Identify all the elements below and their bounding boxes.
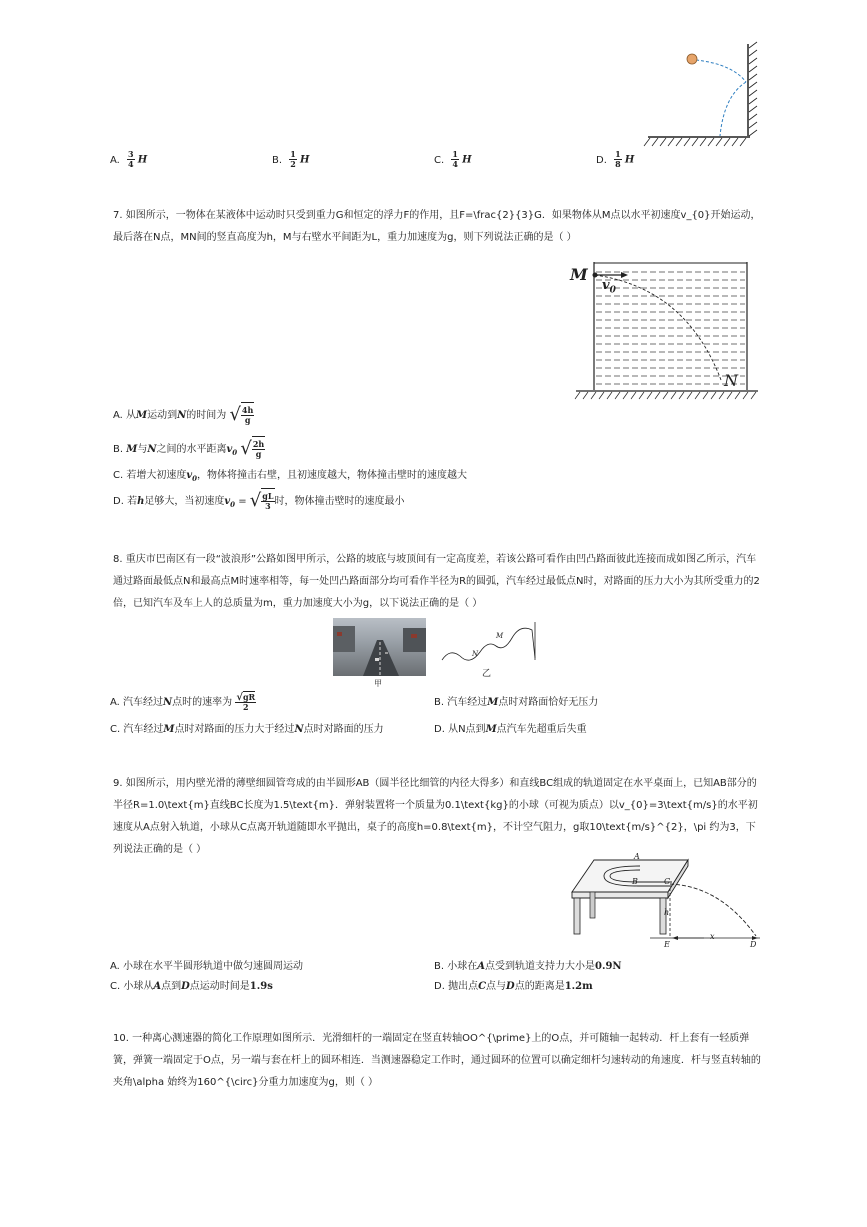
q7-option-b[interactable]: B. M与N之间的水平距离$v_0$ √ $\frac{2h}{g}$ [113, 436, 265, 465]
q7-option-d[interactable]: D. 若h足够大，当初速度$v_0$ = √ $\frac{gL}{3}$ 时，物体撞击壁时的速度最小 [113, 488, 405, 517]
q6-option-c[interactable]: C. $\frac{1}{4}$ H [434, 149, 472, 169]
q8-figure-yi [440, 618, 540, 680]
q6-figure [640, 40, 760, 148]
q8-option-b[interactable]: B. 汽车经过M点时对路面恰好无压力 [434, 697, 599, 708]
q8-option-c[interactable]: C. 汽车经过M点时对路面的压力大于经过N点时对路面的压力 [110, 724, 384, 735]
label-b: B [632, 877, 638, 886]
q9-option-d[interactable]: D. 抛出点C点与D点的距离是1.2m [434, 981, 593, 992]
label-x: x [710, 932, 715, 941]
table-track-diagram [560, 852, 765, 952]
q7-stem: 7. 如图所示，一物体在某液体中运动时只受到重力G和恒定的浮力F的作用，且F=\frac{2}{3}G．如果物体从M点以水平初速度v_{0}开始运动，最后落在N点，MN间的竖直高度为h，M与右壁水平间距为L，重力加速度为g，则下列说法正确的是（ ） [113, 210, 761, 243]
q10-stem: 10. 一种离心测速器的简化工作原理如图所示．光滑细杆的一端固定在竖直转轴OO^{\prime}上的O点，并可随轴一起转动．杆上套有一轻质弹簧，弹簧一端固定于O点，另一端与套在杆上的圆环相连．当测速器稳定工作时，通过圆环的位置可以确定细杆匀速转动的角速度．杆与竖直转轴的夹角\alpha 始终为160^{\circ}分重力加速度为g，则（ ） [113, 1033, 761, 1088]
option-label: C. [434, 154, 445, 166]
label-n: N [472, 650, 479, 658]
q8-photo-jia [333, 618, 426, 676]
road-photo [333, 618, 426, 676]
q9-option-a[interactable]: A. 小球在水平半圆形轨道中做匀速圆周运动 [110, 961, 304, 972]
q7-figure [566, 258, 760, 406]
q8-stem: 8. 重庆市巴南区有一段“波浪形”公路如图甲所示，公路的坡底与坡顶间有一定高度差，若该公路可看作由凹凸路面彼此连接而成如图乙所示，汽车通过路面最低点N和最高点M时速率相等，每一处凹凸路面部分均可看作半径为R的圆弧，汽车经过最低点N时，对路面的压力大小为其所受重力的2倍，已知汽车及车上人的总质量为m，重力加速度大小为g，以下说法正确的是（ ） [113, 554, 760, 609]
ball [687, 54, 697, 64]
q7-option-a[interactable]: A. 从M运动到N的时间为 √ $\frac{4h}{g}$ [113, 402, 254, 428]
option-label: A. [110, 154, 120, 166]
option-label: B. [272, 154, 283, 166]
q6-option-a[interactable]: A. $\frac{3}{4}$ H [110, 149, 148, 169]
q8-option-d[interactable]: D. 从N点到M点汽车先超重后失重 [434, 724, 587, 735]
q6-option-b[interactable]: B. $\frac{1}{2}$ H [272, 149, 310, 169]
q9-option-c[interactable]: C. 小球从A点到D点运动时间是1.9s [110, 981, 273, 992]
q8-label-yi: 乙 [482, 669, 492, 679]
q9-stem: 9. 如图所示，用内壁光滑的薄壁细圆管弯成的由半圆形AB（圆半径比细管的内径大得多）和直线BC组成的轨道固定在水平桌面上，已知AB部分的半径R=1.0\text{m}直线BC长度为1.5\text{m}．弹射装置将一个质量为0.1\text{kg}的小球（可视为质点）以v_{0}=3\text{m/s}的水平初速度从A点射入轨道，小球从C点离开轨道随即水平抛出，桌子的高度h=0.8\text{m}，不计空气阻力，g取10\text{m/s}^{2}，\pi 约为3，下列说法正确的是（ ） [113, 778, 758, 855]
label-m: M [496, 632, 504, 640]
option-label: D. [596, 154, 607, 166]
label-a: A [634, 852, 640, 861]
q6-option-d[interactable]: D. $\frac{1}{8}$ H [596, 149, 635, 169]
label-e: E [664, 940, 670, 949]
q8-option-a[interactable]: A. 汽车经过N点时的速率为 $\frac{√gR}{2}$ [110, 691, 256, 712]
label-m: M [570, 265, 588, 284]
label-v0: $v_0$ [602, 278, 616, 296]
label-h: h [664, 908, 670, 917]
label-n: N [724, 371, 738, 390]
q7-option-c[interactable]: C. 若增大初速度$v_0$，物体将撞击右壁，且初速度越大，物体撞击壁时的速度越大 [113, 470, 468, 483]
label-d: D [750, 940, 757, 949]
q9-option-b[interactable]: B. 小球在A点受到轨道支持力大小是0.9N [434, 961, 622, 972]
q8-label-jia: 甲 [374, 679, 382, 688]
label-c: C [664, 877, 671, 886]
q9-figure [560, 852, 765, 952]
